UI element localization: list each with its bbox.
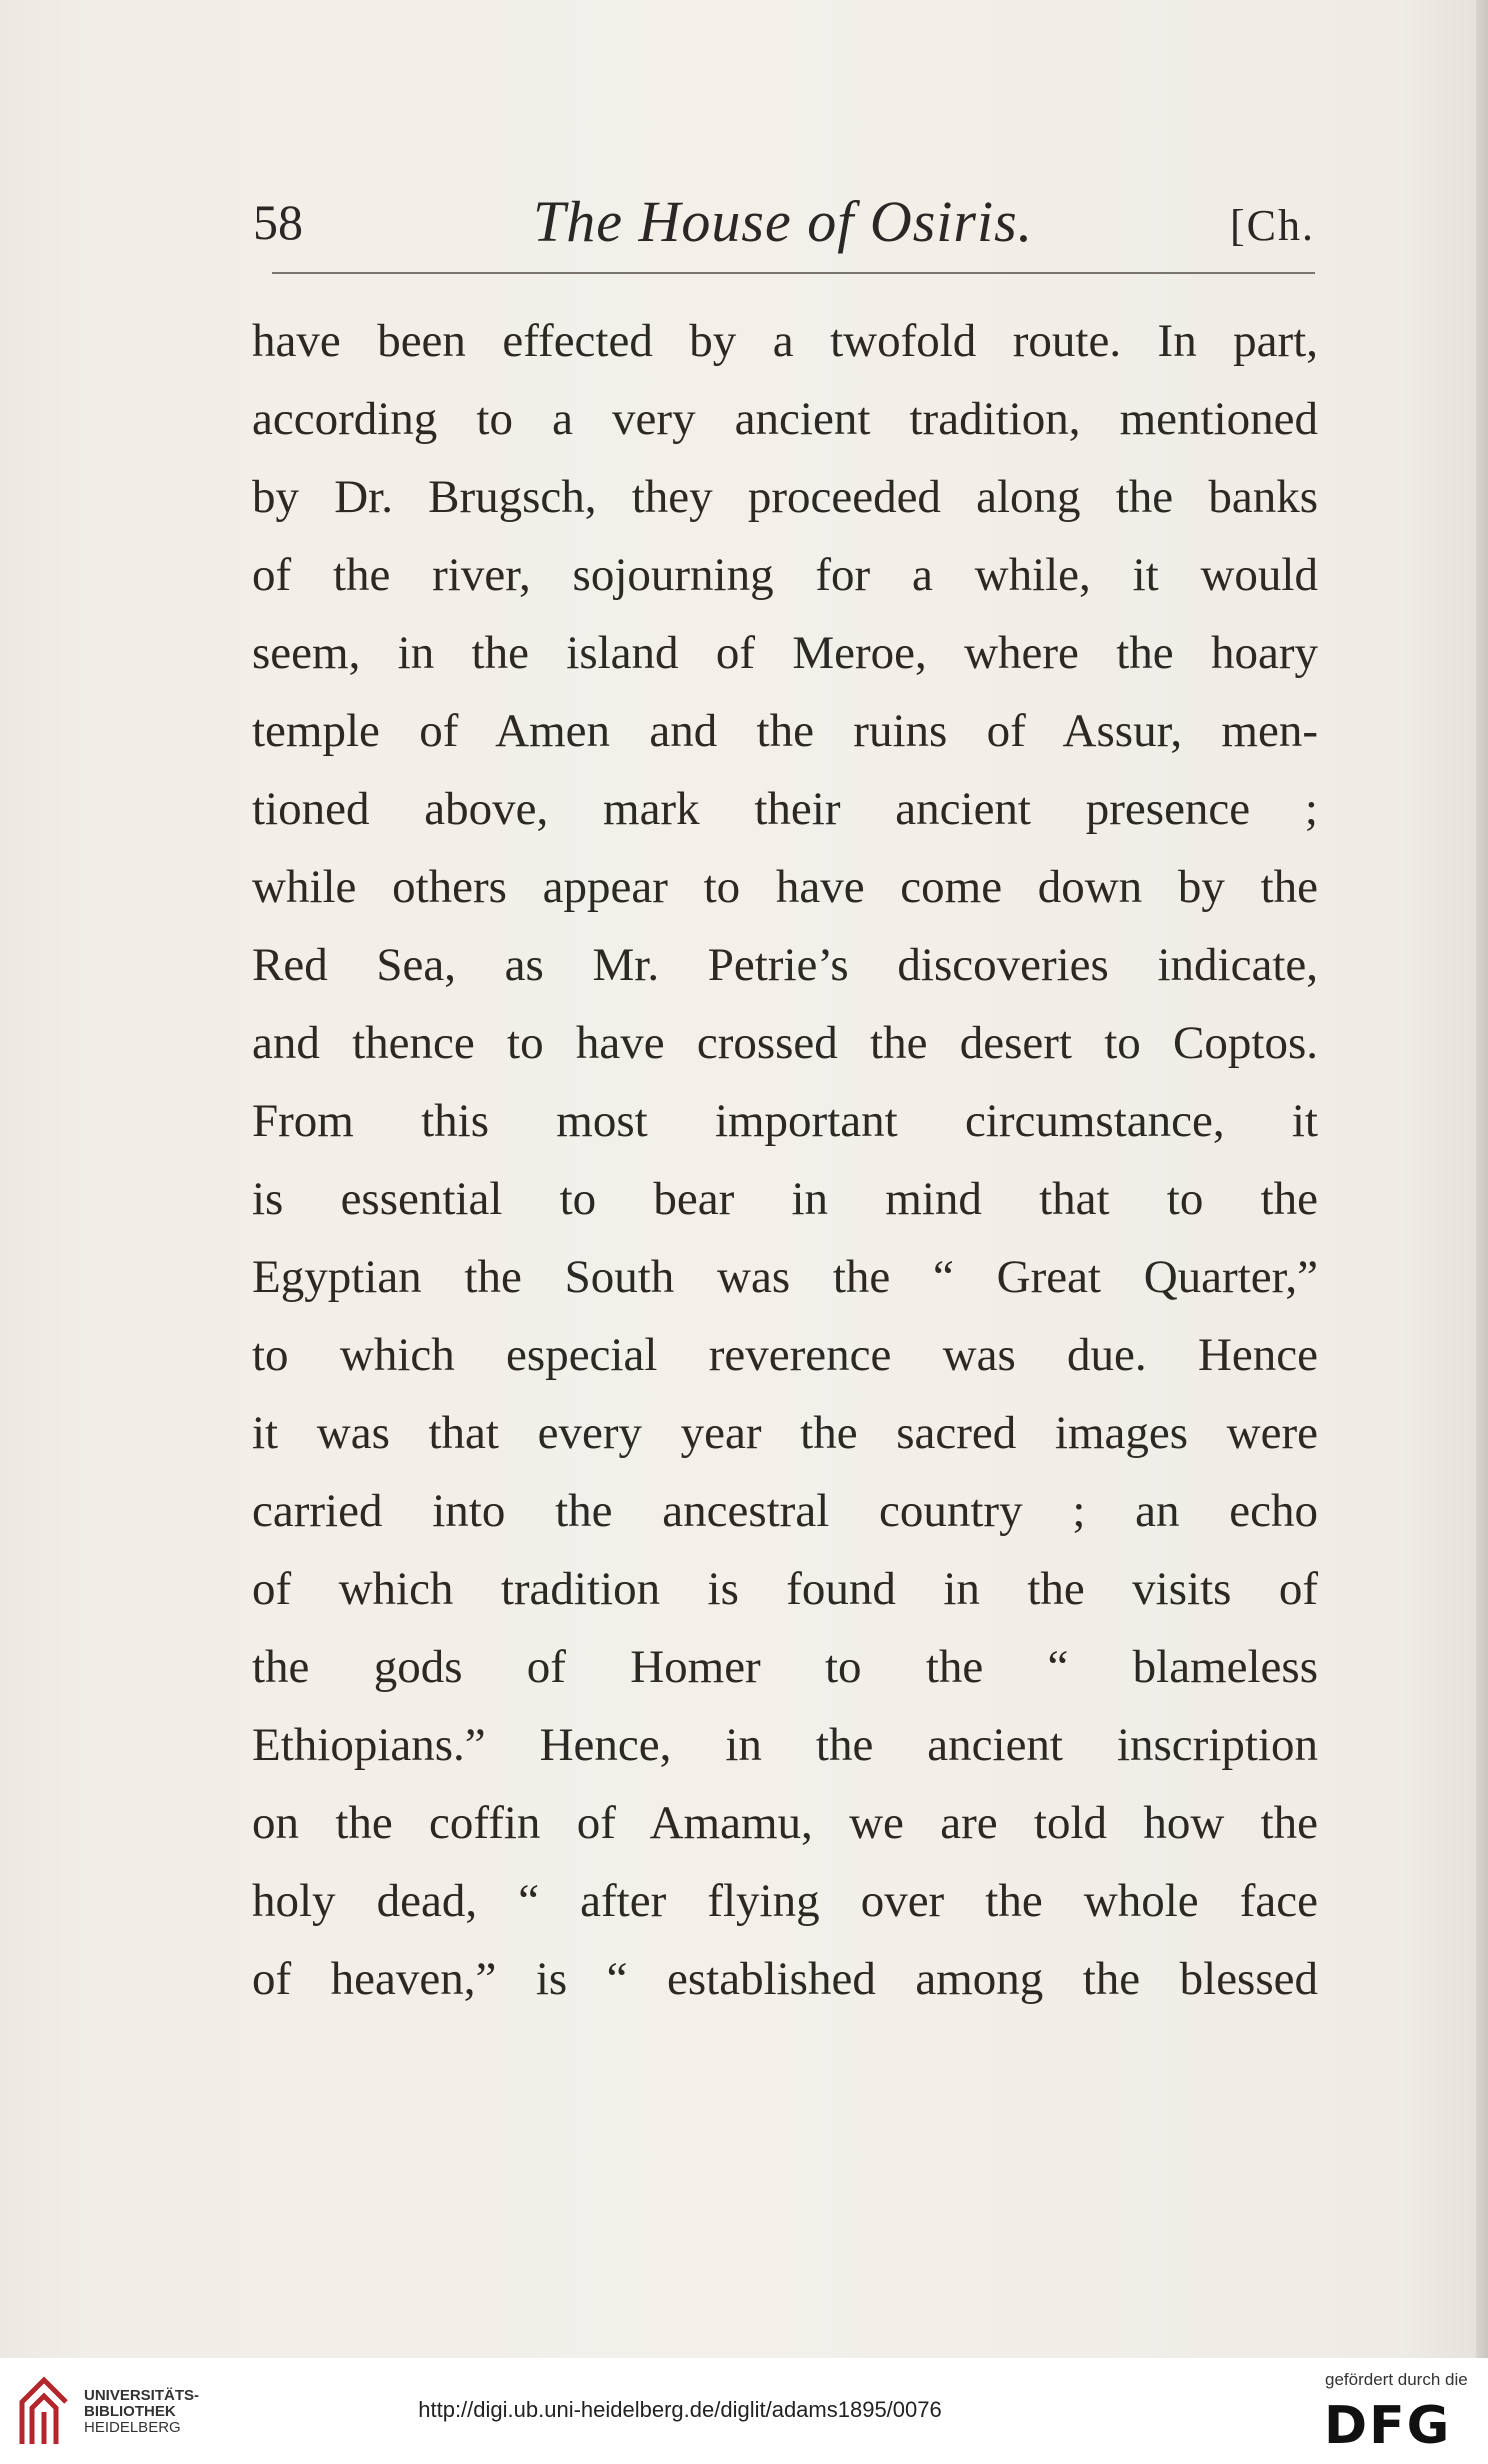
header-rule	[272, 272, 1315, 274]
text-line: on the coffin of Amamu, we are told how the	[252, 1797, 1318, 1849]
page-header	[253, 189, 1315, 264]
text-line: while others appear to have come down by the	[252, 861, 1318, 913]
text-line: carried into the ancestral country ; an echo	[252, 1485, 1318, 1537]
library-name-line: UNIVERSITÄTS-	[84, 2387, 200, 2404]
text-line: to which especial reverence was due. Hence	[252, 1329, 1318, 1381]
running-title: The House of Osiris.	[533, 189, 1034, 254]
body-text	[252, 302, 1318, 2018]
text-line: it was that every year the sacred images were	[252, 1407, 1318, 1459]
text-line: seem, in the island of Meroe, where the hoary	[252, 627, 1318, 679]
text-line: according to a very ancient tradition, mentioned	[252, 393, 1318, 445]
footer-bar	[0, 2358, 1488, 2464]
text-line: of the river, sojourning for a while, it would	[252, 549, 1318, 601]
text-line: of heaven,” is “ established among the blessed	[252, 1953, 1318, 2005]
permalink-url[interactable]: http://digi.ub.uni-heidelberg.de/diglit/adams1895/0076	[418, 2397, 942, 2422]
text-line: of which tradition is found in the visits of	[252, 1563, 1318, 1615]
text-line: and thence to have crossed the desert to Coptos.	[252, 1017, 1318, 1069]
funding-note: gefördert durch die	[1325, 2370, 1468, 2389]
text-line: Ethiopians.” Hence, in the ancient inscription	[252, 1719, 1318, 1771]
text-line: is essential to bear in mind that to the	[252, 1173, 1318, 1225]
library-name	[84, 2388, 199, 2436]
library-name-line: BIBLIOTHEK	[84, 2403, 176, 2420]
text-line: Red Sea, as Mr. Petrie’s discoveries indicate,	[252, 939, 1318, 991]
text-line: have been effected by a twofold route. In part,	[252, 315, 1318, 367]
page-edge-shadow	[1476, 0, 1488, 2358]
library-name-line: HEIDELBERG	[84, 2419, 181, 2436]
dfg-logo: DFG	[1324, 2396, 1452, 2456]
text-line: temple of Amen and the ruins of Assur, men-	[252, 705, 1318, 757]
text-line: holy dead, “ after flying over the whole face	[252, 1875, 1318, 1927]
chapter-mark: [Ch.	[1230, 201, 1315, 250]
text-line: by Dr. Brugsch, they proceeded along the banks	[252, 471, 1318, 523]
text-line: tioned above, mark their ancient presence ;	[252, 783, 1318, 835]
text-line: Egyptian the South was the “ Great Quarter,”	[252, 1251, 1318, 1303]
text-line: the gods of Homer to the “ blameless	[252, 1641, 1318, 1693]
library-logo-icon	[14, 2372, 74, 2452]
page-number: 58	[253, 194, 303, 250]
text-line: From this most important circumstance, it	[252, 1095, 1318, 1147]
